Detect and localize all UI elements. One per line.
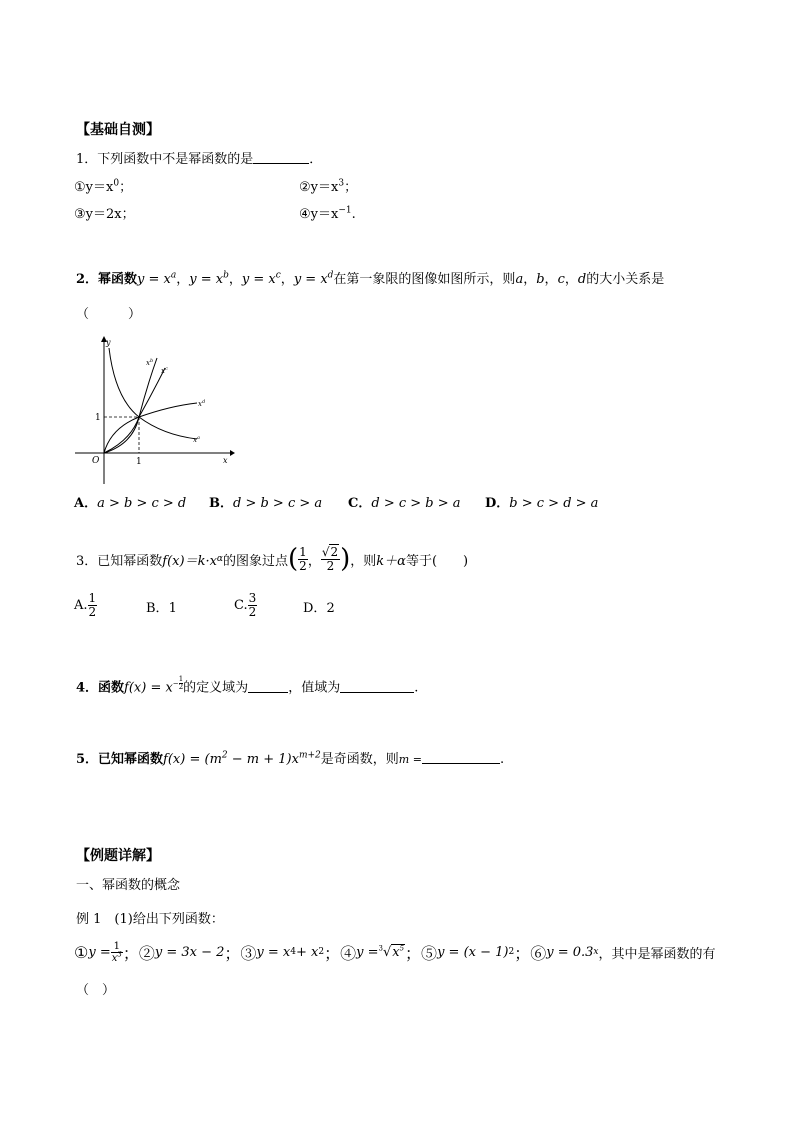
curve-label-xa: $x^a$ (193, 435, 200, 444)
q3-option-a (74, 588, 97, 622)
q4-exp-num: 1 (178, 675, 184, 683)
q1-opt2-text: ②y＝x (299, 180, 339, 195)
ex1-f1-lhs: y = (88, 944, 111, 960)
q3-prefix: 3．已知幂函数 (76, 553, 163, 569)
q1-stem-text: 1．下列函数中不是幂函数的是 (76, 152, 254, 167)
q5-func2: − m + 1)x (227, 752, 299, 767)
q2-var-c: c (557, 272, 565, 287)
q3-end: 等于( ) (405, 553, 469, 569)
q3-opt-c-den: 2 (248, 604, 257, 619)
q2-prefix: 2．幂函数 (76, 272, 138, 287)
q3-suffix: ，则 (350, 553, 377, 569)
q3-py-num (321, 546, 340, 560)
q3-opt-a-den: 2 (88, 604, 97, 619)
example-1-functions: ① y = $\frac{1}{x^3}$ ；② y = 3x − 2 ；③ y = x 4 + x 2 ；④ y = $^3√x^5$ ；⑤ y = (x − 1) 2 ；⑥ y = 0.3 x ，其中是幂函数的有 (74, 940, 716, 964)
ex1-f4-root: $^3√x^5$ (378, 944, 405, 960)
ex1-mark-5: ；⑤ (405, 943, 438, 963)
question-3-stem: 3．已知幂函数 f(x)＝k·x α 的图象过点 ( $\frac{1}{2}$ ， $\frac{√2}{2}$ ) ，则 k＋α 等于( ) (76, 544, 469, 574)
q2-func-4: y = x (293, 272, 328, 287)
curve-label-xb: $x^b$ (146, 358, 154, 367)
q2-opt-b-text: d > b > c > a (233, 496, 323, 511)
q3-func: f(x)＝k·x (162, 553, 217, 569)
ex1-f3-b: + x (295, 944, 319, 960)
q2-option-a (74, 492, 186, 511)
q2-opt-b-label: B． (209, 496, 233, 511)
q3-point-y (321, 546, 340, 573)
ex1-mark-2: ；② (122, 943, 155, 963)
ex1-f3-a: y = x (256, 944, 291, 960)
q2-exp-1: a (170, 270, 177, 281)
ex1-f6: y = 0.3 (546, 944, 594, 960)
curve-label-xc: $x^c$ (161, 366, 168, 375)
section-title-example: 【例题详解】 (76, 848, 160, 864)
q3-opt-b-label: B． (146, 601, 169, 616)
q3-opt-a-num: 1 (88, 590, 97, 605)
q2-func-1: y = x (137, 272, 171, 287)
question-1-stem (76, 148, 322, 167)
q2-option-c (348, 492, 461, 511)
q4-range-blank[interactable] (340, 680, 414, 693)
q3-opt-b-text: 1 (168, 601, 177, 616)
q2-var-a: a (515, 272, 524, 287)
q2-sep-3: ， (280, 272, 294, 287)
q2-exp-4: d (327, 270, 334, 281)
q1-option-2 (299, 176, 357, 195)
section-title-basic: 【基础自测】 (76, 122, 160, 138)
ex1-mark-3: ；③ (224, 943, 257, 963)
graph-tick-y1: 1 (95, 413, 101, 423)
q3-option-c (234, 588, 257, 622)
q4-mid2: ，值域为 (288, 680, 341, 696)
q3-opt-d-label: D． (303, 601, 327, 616)
q2-var-d: d (577, 272, 587, 287)
graph-y-label: y (106, 338, 111, 347)
ex1-f4-root-exp: 5 (399, 944, 405, 953)
ex1-f1-den-exp: 3 (117, 950, 122, 959)
ex1-f1-den-base: x (111, 952, 118, 964)
example-1-answer-paren: （ ） (76, 983, 116, 998)
q5-func: f(x) = (m (163, 752, 222, 767)
q5-sq: 2 (221, 750, 228, 761)
q3-opt-a-frac (88, 592, 98, 619)
q2-sep-1: ， (176, 272, 190, 287)
q5-prefix: 5．已知幂函数 (76, 752, 164, 767)
q2-answer-paren: （ ） (76, 307, 142, 322)
q3-point-comma: ， (307, 553, 321, 569)
q3-opt-c-num: 3 (248, 590, 257, 605)
q2-opt-d-text: b > c > d > a (509, 496, 599, 511)
q3-py-den: 2 (326, 558, 335, 573)
q4-exp-den: 2 (178, 683, 184, 691)
q4-end: . (414, 680, 419, 696)
q1-opt4-text: ④y＝x (299, 207, 339, 222)
q1-opt4-sep: . (351, 207, 356, 222)
q1-option-4 (299, 203, 356, 222)
q3-option-b (146, 597, 177, 616)
q2-var-b: b (536, 272, 545, 287)
ex1-mark-1: ① (74, 942, 89, 962)
curve-xd (104, 403, 197, 453)
q1-option-1 (74, 176, 132, 195)
q3-opt-c-frac (248, 592, 258, 619)
q4-func: f(x) = x (124, 680, 173, 696)
ex1-f2: y = 3x − 2 (154, 944, 225, 960)
q2-vsep-2: ， (544, 272, 558, 287)
q4-exp-sign: − (172, 679, 179, 688)
q2-vsep-3: ， (564, 272, 578, 287)
q2-suffix: 在第一象限的图像如图所示，则 (333, 272, 516, 287)
q2-option-d (485, 492, 598, 511)
example-1-title: 例 1 (1)给出下列函数： (76, 912, 224, 927)
q1-opt1-exp: 0 (113, 178, 120, 189)
q1-opt2-sep: ； (344, 180, 358, 195)
q3-opt-d-text: 2 (326, 601, 335, 616)
q2-power-function-graph (75, 336, 235, 484)
graph-x-label: x (223, 456, 228, 465)
q3-sqrt-body: 2 (330, 544, 339, 559)
graph-tick-x1: 1 (136, 457, 142, 467)
q2-opt-a-text: a > b > c > d (97, 496, 187, 511)
q5-blank[interactable] (422, 751, 500, 764)
graph-origin-label: O (92, 456, 100, 466)
q3-sqrt-sign: √ (321, 544, 330, 559)
question-4-stem (76, 676, 418, 696)
q4-mid: 的定义域为 (183, 680, 249, 696)
curve-xb (104, 358, 157, 453)
q1-opt1-text: ①y＝x (74, 180, 114, 195)
q2-func-2: y = x (189, 272, 224, 287)
ex1-mark-6: ；⑥ (514, 943, 547, 963)
q1-option-3: ③y＝2x； (74, 207, 135, 222)
q2-exp-3: c (275, 270, 281, 281)
x-axis-arrow (230, 450, 235, 456)
curve-label-xd: $x^d$ (198, 399, 206, 408)
ex1-f4-root-base: x (392, 944, 400, 960)
q2-sep-2: ， (228, 272, 242, 287)
ex1-f1-den (111, 950, 123, 964)
q1-end: ． (309, 152, 323, 167)
q1-blank[interactable] (253, 151, 309, 164)
q5-end: . (499, 752, 505, 767)
q1-opt2-exp: 3 (338, 178, 345, 189)
ex1-f1-frac (111, 941, 123, 964)
q2-opt-a-label: A． (74, 496, 98, 511)
ex1-tail: ，其中是幂函数的有 (598, 946, 716, 962)
q3-px-den: 2 (299, 558, 307, 573)
q2-opt-c-label: C． (348, 496, 372, 511)
q2-option-b (209, 492, 322, 511)
ex1-f4-root-index: 3 (378, 944, 383, 953)
q2-exp-2: b (223, 270, 229, 281)
curve-xc (104, 368, 165, 453)
ex1-f4-lhs: y = (356, 944, 379, 960)
q1-opt4-exp: −1 (338, 205, 352, 216)
q3-option-d (303, 597, 335, 616)
q2-vsep-1: ， (523, 272, 537, 287)
q4-domain-blank[interactable] (248, 680, 288, 693)
ex1-f5: y = (x − 1) (437, 944, 509, 960)
question-5-stem (76, 748, 504, 767)
q3-opt-c-label: C. (234, 597, 248, 613)
q3-expr: k＋α (376, 553, 406, 569)
q5-exp: m+2 (298, 750, 321, 761)
q5-var: m = (398, 753, 422, 766)
q2-opt-c-text: d > c > b > a (371, 496, 461, 511)
q4-prefix: 4．函数 (76, 680, 125, 696)
subsection-title-concept: 一、幂函数的概念 (76, 878, 181, 893)
q2-end: 的大小关系是 (586, 272, 665, 287)
question-2-stem (76, 268, 664, 287)
ex1-f4-root-body (391, 944, 405, 960)
q2-func-3: y = x (241, 272, 276, 287)
q3-px-num: 1 (299, 544, 307, 559)
q4-exp (173, 676, 183, 691)
q3-opt-a-label: A. (74, 597, 88, 613)
ex1-mark-4: ；④ (324, 943, 357, 963)
q3-mid: 的图象过点 (223, 553, 289, 569)
q2-opt-d-label: D． (485, 496, 510, 511)
ex1-f1-num: 1 (111, 941, 123, 953)
q3-point-x (298, 546, 308, 573)
q5-mid: 是奇函数，则 (320, 752, 399, 767)
q1-opt1-sep: ； (119, 180, 133, 195)
